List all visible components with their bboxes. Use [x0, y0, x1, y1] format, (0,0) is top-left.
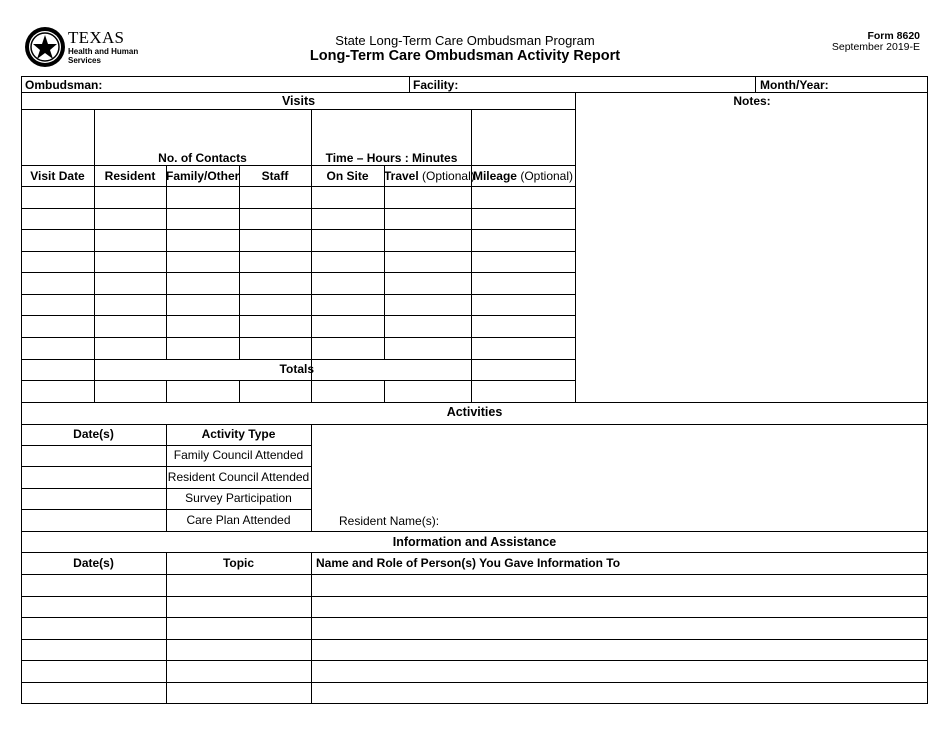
visit-row-cell[interactable] [241, 317, 310, 336]
visit-row-cell[interactable] [473, 339, 574, 358]
visits-section-title: Visits [281, 94, 316, 108]
contacts-group-header: No. of Contacts [158, 151, 247, 165]
program-name: State Long-Term Care Ombudsman Program [335, 33, 595, 48]
info-row-cell[interactable] [23, 662, 165, 681]
visit-row-cell[interactable] [168, 296, 238, 314]
activity-date-field[interactable] [23, 447, 165, 464]
visit-row-cell[interactable] [241, 210, 310, 228]
visit-date-header: Visit Date [30, 169, 85, 183]
info-row-cell[interactable] [313, 619, 926, 638]
activity-type-family-council: Family Council Attended [173, 448, 304, 462]
ombudsman-field[interactable] [120, 77, 405, 92]
visit-row-cell[interactable] [23, 274, 93, 293]
visit-row-cell[interactable] [96, 274, 165, 293]
travel-header: Travel (Optional) [384, 169, 475, 183]
visit-row-cell[interactable] [473, 296, 574, 314]
totals-cell[interactable] [96, 382, 165, 401]
visit-row-cell[interactable] [23, 253, 93, 271]
visit-row-cell[interactable] [96, 317, 165, 336]
visit-row-cell[interactable] [23, 231, 93, 250]
info-row-cell[interactable] [168, 598, 310, 616]
visit-row-cell[interactable] [168, 253, 238, 271]
info-row-cell[interactable] [313, 684, 926, 702]
visit-row-cell[interactable] [313, 274, 383, 293]
visit-row-cell[interactable] [241, 339, 310, 358]
visit-row-cell[interactable] [313, 210, 383, 228]
visit-row-cell[interactable] [386, 188, 470, 207]
resident-names-field[interactable] [440, 511, 925, 529]
info-row-cell[interactable] [313, 598, 926, 616]
visit-row-cell[interactable] [96, 296, 165, 314]
ombudsman-label: Ombudsman: [25, 78, 103, 92]
visit-row-cell[interactable] [241, 253, 310, 271]
info-row-cell[interactable] [168, 684, 310, 702]
time-group-header: Time – Hours : Minutes [325, 151, 458, 165]
visit-row-cell[interactable] [23, 210, 93, 228]
staff-header: Staff [261, 169, 289, 183]
visit-row-cell[interactable] [168, 231, 238, 250]
facility-field[interactable] [460, 77, 750, 92]
logo-subtitle: Health and Human Services [68, 47, 139, 65]
visit-row-cell[interactable] [313, 339, 383, 358]
info-row-cell[interactable] [23, 576, 165, 595]
month-year-field[interactable] [830, 77, 925, 92]
visit-row-cell[interactable] [313, 317, 383, 336]
activity-date-field[interactable] [23, 511, 165, 528]
info-row-cell[interactable] [168, 576, 310, 595]
totals-label: Totals [279, 362, 314, 376]
totals-cell[interactable] [313, 382, 383, 401]
visit-row-cell[interactable] [313, 253, 383, 271]
visit-row-cell[interactable] [473, 231, 574, 250]
info-row-cell[interactable] [168, 619, 310, 638]
visit-row-cell[interactable] [473, 317, 574, 336]
notes-field[interactable] [578, 110, 925, 400]
visit-row-cell[interactable] [168, 210, 238, 228]
visit-row-cell[interactable] [241, 188, 310, 207]
visit-row-cell[interactable] [96, 188, 165, 207]
visit-row-cell[interactable] [23, 188, 93, 207]
activity-date-field[interactable] [23, 468, 165, 485]
info-row-cell[interactable] [23, 641, 165, 659]
visit-row-cell[interactable] [168, 317, 238, 336]
facility-label: Facility: [413, 78, 459, 92]
form-number: Form 8620 [867, 30, 920, 42]
texas-seal-icon [24, 26, 66, 68]
totals-cell[interactable] [23, 382, 93, 401]
visit-row-cell[interactable] [241, 231, 310, 250]
visit-row-cell[interactable] [313, 231, 383, 250]
visit-row-cell[interactable] [386, 339, 470, 358]
info-date-header: Date(s) [73, 556, 114, 570]
activity-type-resident-council: Resident Council Attended [167, 470, 310, 484]
visit-row-cell[interactable] [473, 274, 574, 293]
activity-notes-field[interactable] [314, 426, 925, 508]
visit-row-cell[interactable] [96, 231, 165, 250]
visit-row-cell[interactable] [23, 339, 93, 358]
activity-type-survey: Survey Participation [185, 491, 292, 505]
visit-row-cell[interactable] [386, 317, 470, 336]
visit-row-cell[interactable] [23, 296, 93, 314]
resident-header: Resident [104, 169, 156, 183]
visit-row-cell[interactable] [96, 210, 165, 228]
visit-row-cell[interactable] [96, 339, 165, 358]
visit-row-cell[interactable] [473, 253, 574, 271]
info-person-header: Name and Role of Person(s) You Gave Information To [316, 556, 621, 570]
visit-row-cell[interactable] [386, 296, 470, 314]
notes-label: Notes: [733, 94, 771, 108]
totals-cell[interactable] [473, 382, 574, 401]
visit-row-cell[interactable] [473, 210, 574, 228]
page-title: Long-Term Care Ombudsman Activity Report [309, 48, 621, 64]
visit-row-cell[interactable] [168, 339, 238, 358]
visit-row-cell[interactable] [313, 296, 383, 314]
visit-row-cell[interactable] [96, 253, 165, 271]
on-site-header: On Site [326, 169, 369, 183]
info-row-cell[interactable] [313, 641, 926, 659]
hhs-logo [24, 26, 144, 72]
visit-row-cell[interactable] [313, 188, 383, 207]
visit-row-cell[interactable] [386, 274, 470, 293]
visit-row-cell[interactable] [473, 188, 574, 207]
visit-row-cell[interactable] [168, 188, 238, 207]
info-section-title: Information and Assistance [392, 535, 557, 549]
activity-type-header: Activity Type [201, 427, 276, 441]
info-row-cell[interactable] [313, 662, 926, 681]
visit-row-cell[interactable] [386, 210, 470, 228]
activities-section-title: Activities [446, 405, 503, 419]
visit-row-cell[interactable] [386, 231, 470, 250]
info-row-cell[interactable] [168, 641, 310, 659]
totals-cell[interactable] [241, 382, 310, 401]
family-other-header: Family/Other [166, 169, 240, 183]
visit-row-cell[interactable] [386, 253, 470, 271]
form-date: September 2019-E [831, 41, 920, 53]
totals-cell[interactable] [386, 382, 470, 401]
visit-row-cell[interactable] [241, 274, 310, 293]
month-year-label: Month/Year: [760, 78, 829, 92]
activity-date-field[interactable] [23, 490, 165, 507]
visit-row-cell[interactable] [168, 274, 238, 293]
logo-title: TEXAS [68, 28, 125, 47]
totals-cell[interactable] [168, 382, 238, 401]
info-row-cell[interactable] [23, 684, 165, 702]
activity-date-header: Date(s) [73, 427, 114, 441]
visit-row-cell[interactable] [23, 317, 93, 336]
info-row-cell[interactable] [313, 576, 926, 595]
resident-names-label: Resident Name(s): [339, 514, 440, 528]
info-topic-header: Topic [222, 556, 255, 570]
info-row-cell[interactable] [23, 619, 165, 638]
info-row-cell[interactable] [168, 662, 310, 681]
info-row-cell[interactable] [23, 598, 165, 616]
mileage-header: Mileage (Optional) [472, 169, 574, 183]
visit-row-cell[interactable] [241, 296, 310, 314]
activity-type-care-plan: Care Plan Attended [186, 513, 291, 527]
